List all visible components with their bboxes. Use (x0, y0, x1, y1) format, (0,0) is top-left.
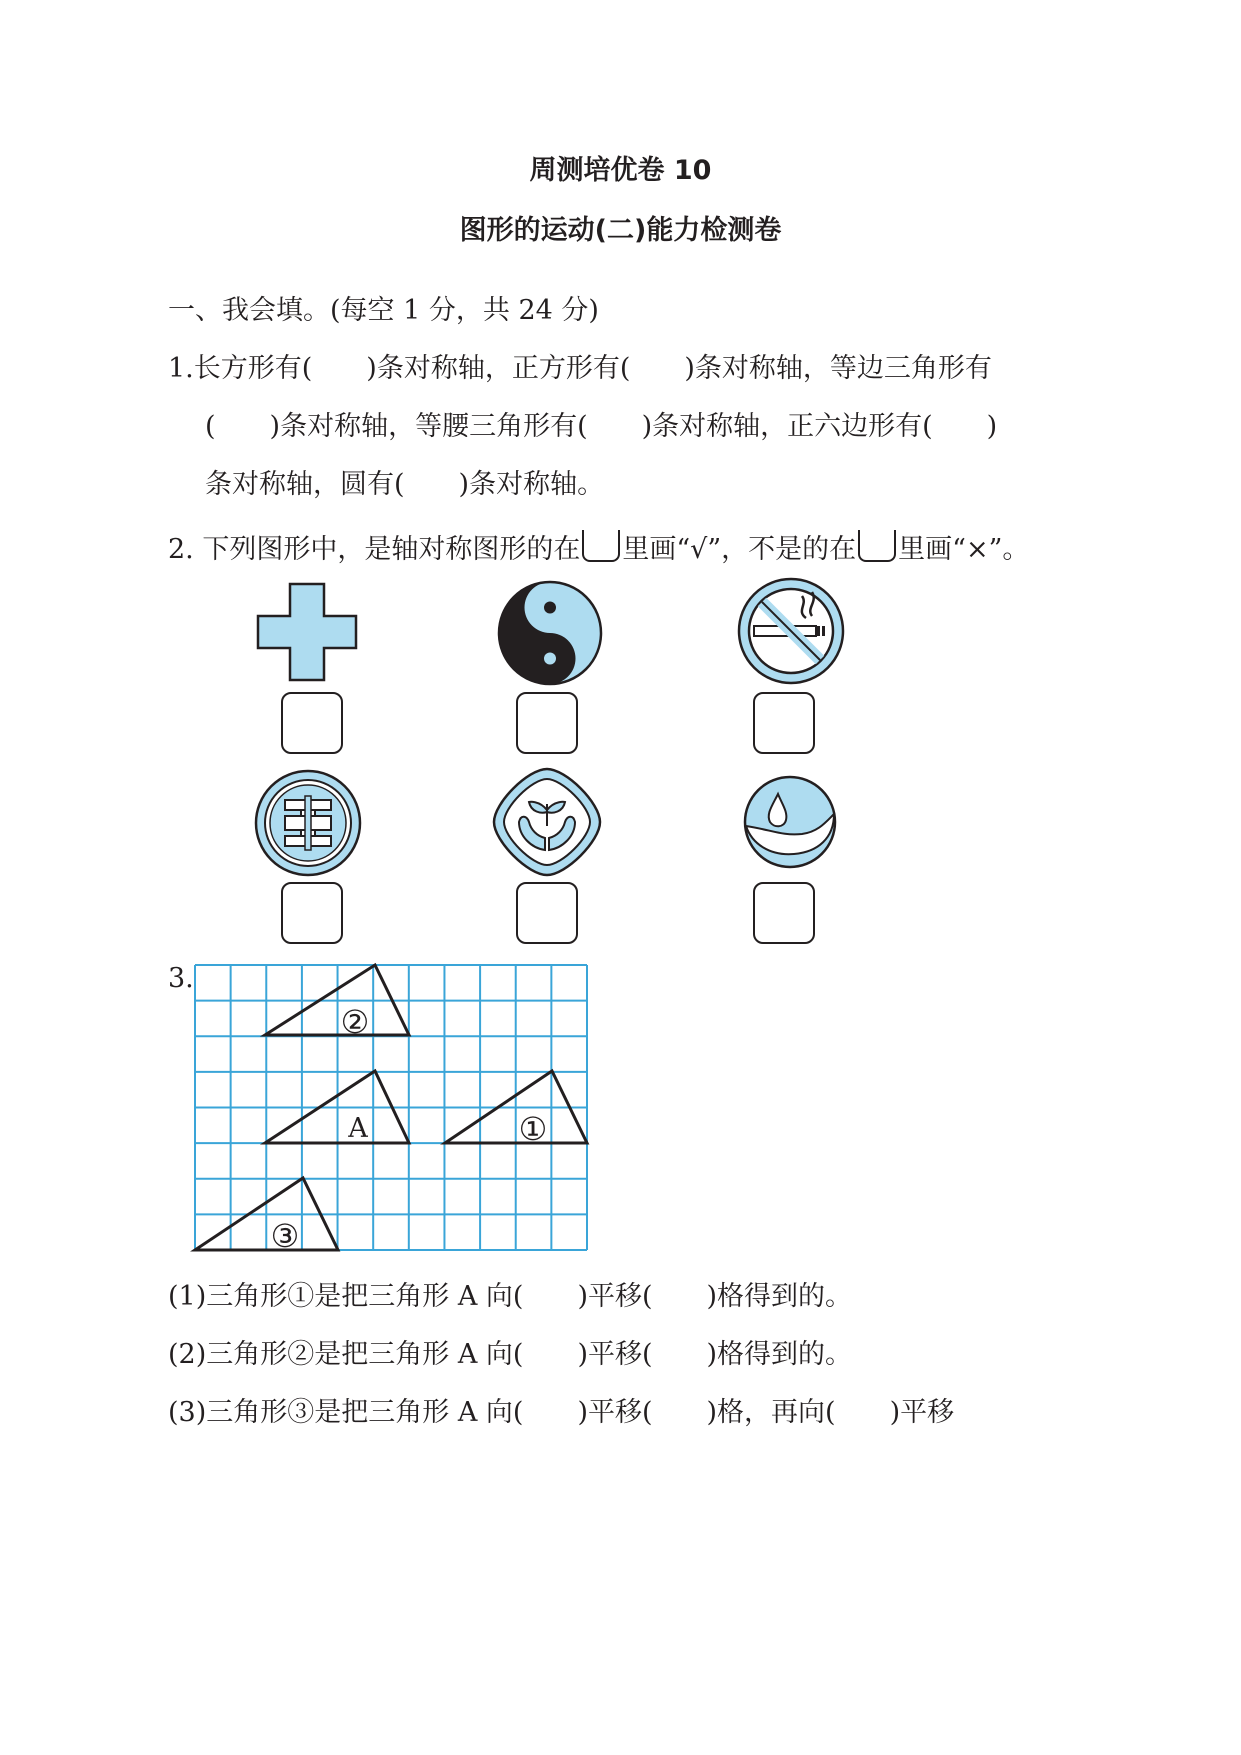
q3-sub3: (3)三角形③是把三角形 A 向( )平移( )格，再向( )平移 (168, 1397, 955, 1428)
label-triangle-1: ① (518, 1110, 548, 1148)
q1-line2: ( )条对称轴，等腰三角形有( )条对称轴，正六边形有( ) (205, 411, 998, 442)
answer-box-2[interactable] (516, 692, 578, 754)
label-triangle-a: A (348, 1113, 368, 1144)
q1-line3: 条对称轴，圆有( )条对称轴。 (205, 469, 605, 500)
q2-text-part2: 里画“√”，不是的在 (622, 534, 857, 565)
answer-box-1[interactable] (281, 692, 343, 754)
inline-box-icon (582, 530, 620, 562)
q2-text-part1: 2. 下列图形中，是轴对称图形的在 (168, 534, 581, 565)
answer-box-3[interactable] (753, 692, 815, 754)
page-title: 周测培优卷 10 (529, 155, 712, 186)
bank-logo-icon (253, 768, 363, 878)
q3-sub1: (1)三角形①是把三角形 A 向( )平移( )格得到的。 (168, 1281, 853, 1312)
q2-instruction (168, 530, 1029, 567)
inline-box-icon (858, 530, 896, 562)
water-drop-icon (742, 774, 838, 870)
section-heading: 一、我会填。(每空 1 分，共 24 分) (168, 295, 599, 326)
yin-yang-icon (496, 579, 604, 687)
q3-number: 3. (168, 963, 194, 994)
page-subtitle: 图形的运动(二)能力检测卷 (459, 215, 782, 246)
answer-box-5[interactable] (516, 882, 578, 944)
label-triangle-2: ② (340, 1003, 370, 1041)
label-triangle-3: ③ (270, 1217, 300, 1255)
hands-sprout-icon (491, 766, 603, 878)
no-smoking-icon (736, 576, 846, 686)
cross-icon (256, 582, 358, 682)
translation-grid (190, 960, 592, 1256)
q2-text-part3: 里画“×”。 (898, 534, 1030, 565)
answer-box-4[interactable] (281, 882, 343, 944)
q1-line1: 1.长方形有( )条对称轴，正方形有( )条对称轴，等边三角形有 (168, 353, 992, 384)
q3-sub2: (2)三角形②是把三角形 A 向( )平移( )格得到的。 (168, 1339, 853, 1370)
answer-box-6[interactable] (753, 882, 815, 944)
